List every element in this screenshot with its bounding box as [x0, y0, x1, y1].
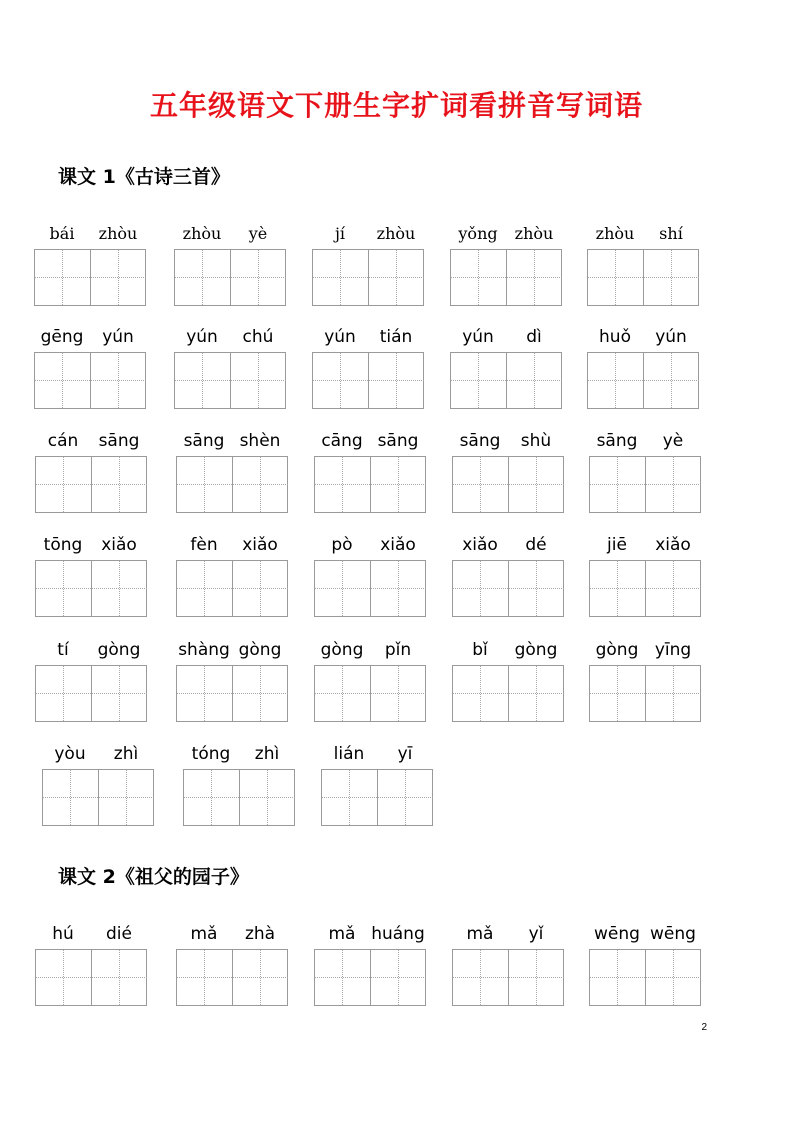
writing-grid	[589, 456, 701, 513]
writing-cell[interactable]	[315, 457, 370, 512]
pinyin-label: gòng	[514, 640, 558, 660]
writing-grid	[42, 769, 154, 826]
pinyin-label: xiǎo	[655, 535, 691, 555]
pinyin-label: dì	[526, 327, 542, 347]
pinyin-label: shí	[659, 224, 683, 243]
writing-grid	[312, 352, 424, 409]
writing-grid	[587, 352, 699, 409]
writing-grid	[452, 665, 564, 722]
word-row	[0, 535, 793, 635]
word-item	[587, 327, 699, 427]
word-item	[174, 224, 286, 324]
pinyin-label: zhòu	[595, 224, 635, 243]
writing-cell[interactable]	[508, 561, 564, 616]
writing-cell[interactable]	[313, 250, 368, 305]
pinyin-label: wēng	[650, 924, 696, 944]
writing-cell[interactable]	[43, 770, 98, 825]
writing-cell[interactable]	[506, 353, 562, 408]
writing-cell[interactable]	[315, 950, 370, 1005]
pinyin-label: zhòu	[182, 224, 222, 243]
word-item	[452, 535, 564, 635]
pinyin-label: xiǎo	[242, 535, 278, 555]
writing-grid	[176, 665, 288, 722]
writing-grid	[314, 560, 426, 617]
word-row	[0, 640, 793, 740]
writing-grid	[176, 949, 288, 1006]
writing-grid	[450, 249, 562, 306]
writing-cell[interactable]	[35, 250, 90, 305]
writing-cell[interactable]	[230, 250, 286, 305]
pinyin-label: gòng	[238, 640, 282, 660]
word-item	[35, 535, 147, 635]
writing-cell[interactable]	[98, 770, 154, 825]
pinyin-label: zhòu	[98, 224, 138, 243]
writing-cell[interactable]	[175, 353, 230, 408]
writing-cell[interactable]	[377, 770, 433, 825]
writing-cell[interactable]	[645, 950, 701, 1005]
writing-grid	[452, 949, 564, 1006]
writing-grid	[314, 456, 426, 513]
word-item	[314, 640, 426, 740]
writing-cell[interactable]	[590, 561, 645, 616]
pinyin-label: yòu	[54, 744, 86, 764]
writing-grid	[174, 249, 286, 306]
word-item	[176, 535, 288, 635]
writing-cell[interactable]	[90, 353, 146, 408]
writing-cell[interactable]	[506, 250, 562, 305]
word-item	[176, 431, 288, 531]
pinyin-label: yīng	[654, 640, 692, 660]
writing-grid	[589, 560, 701, 617]
section-heading-lesson-1: 课文 1《古诗三首》	[58, 166, 230, 188]
word-row	[0, 224, 793, 324]
pinyin-label: yún	[324, 327, 356, 347]
writing-cell[interactable]	[370, 457, 426, 512]
writing-cell[interactable]	[91, 950, 147, 1005]
word-item	[452, 924, 564, 1024]
writing-grid	[34, 352, 146, 409]
word-item	[314, 431, 426, 531]
word-item	[321, 744, 433, 844]
writing-cell[interactable]	[315, 666, 370, 721]
pinyin-label: sāng	[459, 431, 501, 451]
pinyin-label: chú	[242, 327, 274, 347]
pinyin-label: shàng	[178, 640, 230, 660]
writing-cell[interactable]	[232, 561, 288, 616]
writing-grid	[589, 949, 701, 1006]
pinyin-label: huǒ	[599, 327, 631, 347]
writing-cell[interactable]	[453, 950, 508, 1005]
writing-cell[interactable]	[35, 353, 90, 408]
pinyin-label: lián	[333, 744, 365, 764]
writing-cell[interactable]	[508, 950, 564, 1005]
word-item	[35, 924, 147, 1024]
writing-cell[interactable]	[370, 666, 426, 721]
writing-cell[interactable]	[315, 561, 370, 616]
writing-cell[interactable]	[91, 666, 147, 721]
writing-cell[interactable]	[368, 250, 424, 305]
writing-grid	[452, 456, 564, 513]
writing-grid	[176, 560, 288, 617]
pinyin-label: tí	[57, 640, 69, 660]
pinyin-label: yǒng	[458, 224, 498, 243]
word-item	[589, 924, 701, 1024]
writing-grid	[174, 352, 286, 409]
word-item	[35, 431, 147, 531]
pinyin-label: mǎ	[328, 924, 356, 944]
pinyin-label: jí	[334, 224, 346, 243]
word-item	[183, 744, 295, 844]
pinyin-label: gēng	[40, 327, 84, 347]
word-item	[452, 640, 564, 740]
writing-cell[interactable]	[370, 950, 426, 1005]
pinyin-label: pǐn	[384, 640, 412, 660]
word-item	[314, 535, 426, 635]
writing-cell[interactable]	[177, 457, 232, 512]
word-item	[587, 224, 699, 324]
pinyin-label: dé	[525, 535, 547, 555]
word-item	[312, 224, 424, 324]
writing-cell[interactable]	[588, 250, 643, 305]
word-item	[174, 327, 286, 427]
writing-cell[interactable]	[453, 666, 508, 721]
pinyin-label: xiǎo	[380, 535, 416, 555]
writing-grid	[35, 665, 147, 722]
pinyin-label: jiē	[607, 535, 627, 555]
writing-cell[interactable]	[590, 950, 645, 1005]
word-item	[34, 327, 146, 427]
writing-grid	[314, 665, 426, 722]
writing-cell[interactable]	[232, 666, 288, 721]
pinyin-label: zhì	[113, 744, 139, 764]
writing-cell[interactable]	[177, 561, 232, 616]
pinyin-label: mǎ	[190, 924, 218, 944]
word-item	[450, 224, 562, 324]
pinyin-label: huáng	[371, 924, 425, 944]
pinyin-label: cán	[47, 431, 79, 451]
writing-grid	[183, 769, 295, 826]
word-item	[452, 431, 564, 531]
pinyin-label: yī	[397, 744, 413, 764]
pinyin-label: zhà	[244, 924, 276, 944]
writing-grid	[452, 560, 564, 617]
writing-cell[interactable]	[451, 250, 506, 305]
word-item	[589, 431, 701, 531]
writing-cell[interactable]	[645, 457, 701, 512]
word-row	[0, 744, 793, 844]
pinyin-label: wēng	[594, 924, 640, 944]
pinyin-label: zhòu	[376, 224, 416, 243]
writing-cell[interactable]	[239, 770, 295, 825]
writing-cell[interactable]	[36, 561, 91, 616]
word-item	[312, 327, 424, 427]
writing-grid	[589, 665, 701, 722]
writing-cell[interactable]	[643, 353, 699, 408]
writing-cell[interactable]	[90, 250, 146, 305]
pinyin-label: mǎ	[466, 924, 494, 944]
writing-cell[interactable]	[184, 770, 239, 825]
writing-grid	[314, 949, 426, 1006]
pinyin-label: zhòu	[514, 224, 554, 243]
word-row	[0, 431, 793, 531]
pinyin-label: pò	[331, 535, 353, 555]
writing-cell[interactable]	[36, 457, 91, 512]
writing-grid	[35, 949, 147, 1006]
pinyin-label: sāng	[377, 431, 419, 451]
pinyin-label: bǐ	[472, 640, 488, 660]
writing-cell[interactable]	[177, 950, 232, 1005]
writing-cell[interactable]	[368, 353, 424, 408]
pinyin-label: tōng	[43, 535, 83, 555]
pinyin-label: dié	[106, 924, 132, 944]
writing-grid	[176, 456, 288, 513]
page-number: 2	[701, 1022, 707, 1033]
writing-grid	[35, 560, 147, 617]
writing-cell[interactable]	[313, 353, 368, 408]
writing-cell[interactable]	[91, 561, 147, 616]
pinyin-label: yún	[186, 327, 218, 347]
writing-cell[interactable]	[590, 666, 645, 721]
writing-cell[interactable]	[645, 666, 701, 721]
writing-cell[interactable]	[230, 353, 286, 408]
pinyin-label: fèn	[190, 535, 218, 555]
pinyin-label: cāng	[321, 431, 363, 451]
word-row	[0, 924, 793, 1024]
word-item	[35, 640, 147, 740]
writing-grid	[312, 249, 424, 306]
word-item	[34, 224, 146, 324]
writing-cell[interactable]	[451, 353, 506, 408]
writing-cell[interactable]	[453, 457, 508, 512]
writing-cell[interactable]	[36, 666, 91, 721]
writing-cell[interactable]	[36, 950, 91, 1005]
writing-cell[interactable]	[588, 353, 643, 408]
pinyin-label: gòng	[595, 640, 639, 660]
writing-cell[interactable]	[508, 457, 564, 512]
pinyin-label: yè	[248, 224, 268, 243]
pinyin-label: shèn	[239, 431, 281, 451]
pinyin-label: tián	[379, 327, 413, 347]
pinyin-label: xiǎo	[101, 535, 137, 555]
writing-cell[interactable]	[232, 457, 288, 512]
pinyin-label: zhì	[254, 744, 280, 764]
pinyin-label: gòng	[97, 640, 141, 660]
pinyin-label: sāng	[98, 431, 140, 451]
writing-cell[interactable]	[508, 666, 564, 721]
writing-cell[interactable]	[232, 950, 288, 1005]
pinyin-label: tóng	[191, 744, 231, 764]
writing-cell[interactable]	[91, 457, 147, 512]
writing-cell[interactable]	[322, 770, 377, 825]
writing-cell[interactable]	[175, 250, 230, 305]
writing-cell[interactable]	[453, 561, 508, 616]
writing-grid	[321, 769, 433, 826]
pinyin-label: yún	[655, 327, 687, 347]
writing-grid	[34, 249, 146, 306]
writing-cell[interactable]	[177, 666, 232, 721]
writing-cell[interactable]	[590, 457, 645, 512]
writing-cell[interactable]	[645, 561, 701, 616]
pinyin-label: yún	[462, 327, 494, 347]
writing-grid	[35, 456, 147, 513]
word-item	[42, 744, 154, 844]
word-item	[589, 640, 701, 740]
writing-cell[interactable]	[370, 561, 426, 616]
pinyin-label: xiǎo	[462, 535, 498, 555]
word-item	[176, 640, 288, 740]
pinyin-label: bái	[49, 224, 75, 243]
word-row	[0, 327, 793, 427]
pinyin-label: sāng	[596, 431, 638, 451]
pinyin-label: gòng	[320, 640, 364, 660]
pinyin-label: yún	[102, 327, 134, 347]
writing-grid	[450, 352, 562, 409]
pinyin-label: shù	[520, 431, 552, 451]
writing-cell[interactable]	[643, 250, 699, 305]
section-heading-lesson-2: 课文 2《祖父的园子》	[58, 866, 249, 888]
pinyin-label: sāng	[183, 431, 225, 451]
word-item	[314, 924, 426, 1024]
pinyin-label: yǐ	[528, 924, 544, 944]
word-item	[450, 327, 562, 427]
word-item	[176, 924, 288, 1024]
writing-grid	[587, 249, 699, 306]
pinyin-label: yè	[662, 431, 684, 451]
word-item	[589, 535, 701, 635]
pinyin-label: hú	[52, 924, 74, 944]
page-title: 五年级语文下册生字扩词看拼音写词语	[149, 89, 643, 122]
